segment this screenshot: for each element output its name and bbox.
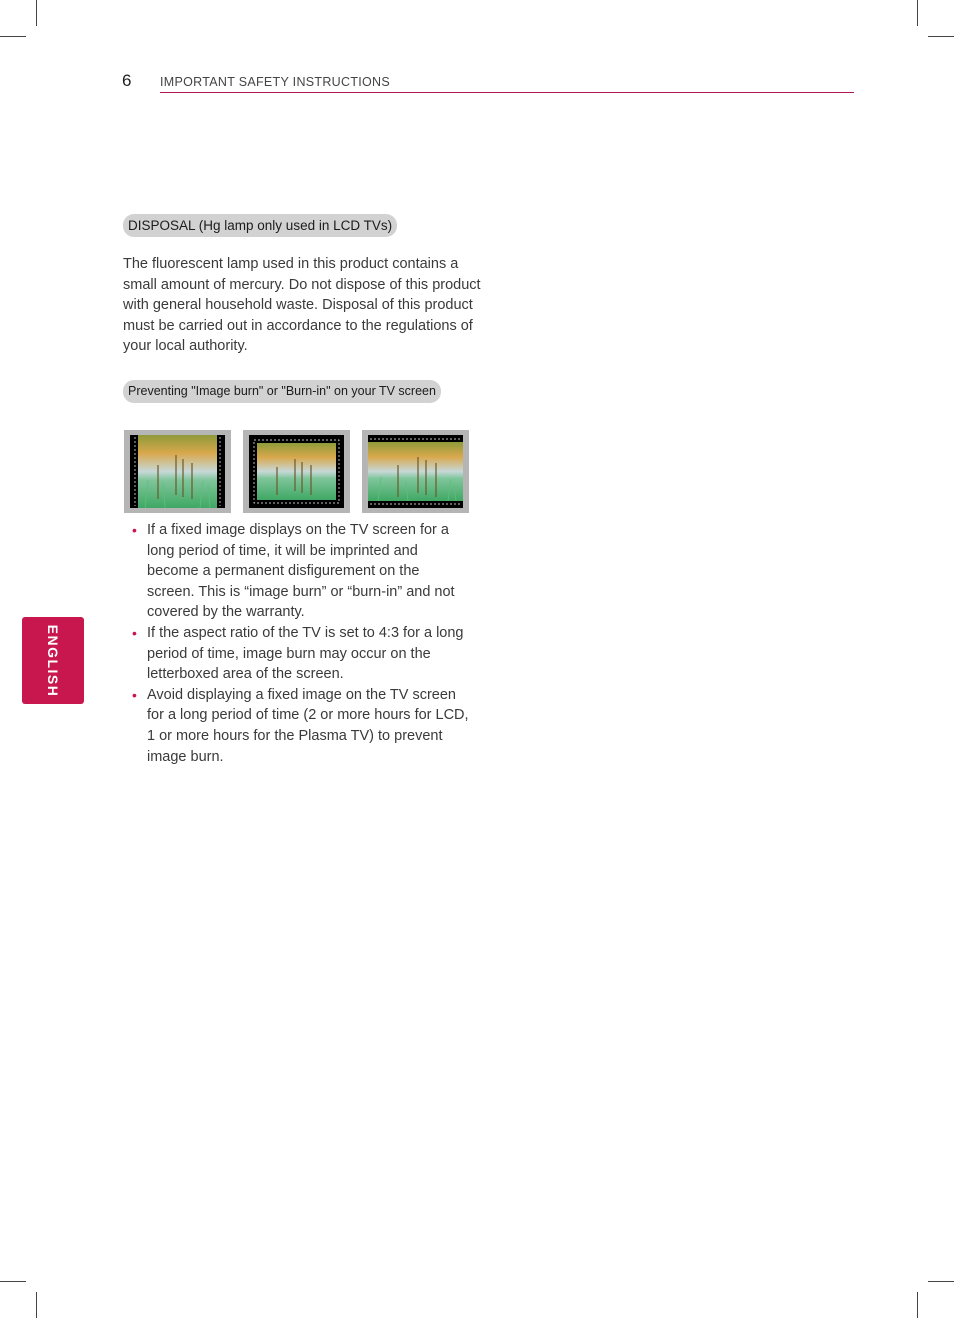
tv-image-letterbox (362, 430, 469, 513)
bullet-text: If the aspect ratio of the TV is set to 4:3 for a long period of time, image burn may occur on the letterboxed area of the screen. (147, 624, 464, 683)
bullet-icon: • (132, 624, 137, 641)
bullet-icon: • (132, 522, 137, 538)
crop-mark (0, 1281, 26, 1282)
tv-screen (249, 435, 344, 508)
crop-mark (36, 0, 37, 26)
running-title: IMPORTANT SAFETY INSTRUCTIONS (160, 75, 391, 89)
disposal-text: The fluorescent lamp used in this product contains a small amount of mercury. Do not dispose of this product with general household waste. Disposal of this product must be carried out in accordance to the regulations of your local authority. (123, 256, 481, 355)
tv-screen (130, 435, 225, 508)
crop-mark (928, 1281, 954, 1282)
bullet-text: Avoid displaying a fixed image on the TV screen for a long period of time (2 or more hours for LCD, 1 or more hours for the Plasma TV) to prevent image burn. (147, 686, 469, 765)
crop-mark (917, 1292, 918, 1318)
burn-in-bullet-list (130, 520, 470, 767)
tv-image-windowbox (243, 430, 350, 513)
list-item (130, 520, 470, 623)
burn-in-heading: Preventing "Image burn" or "Burn-in" on your TV screen (123, 380, 441, 403)
language-tab-label: ENGLISH (45, 624, 61, 697)
landscape-image (249, 435, 344, 508)
bullet-text: If a fixed image displays on the TV screen for a long period of time, it will be imprinted and become a permanent disfigurement on the screen. This is “image burn” or “burn-in” and not covered by the warranty. (147, 522, 455, 621)
crop-mark (0, 36, 26, 37)
crop-mark (917, 0, 918, 26)
list-item (130, 623, 470, 685)
tv-image-pillarbox (124, 430, 231, 513)
crop-mark (36, 1292, 37, 1318)
bullet-icon: • (132, 686, 137, 703)
disposal-heading: DISPOSAL (Hg lamp only used in LCD TVs) (123, 214, 397, 237)
crop-mark (928, 36, 954, 37)
landscape-image (368, 435, 463, 508)
page-number: 6 (122, 71, 132, 90)
list-item (130, 685, 470, 767)
language-tab (22, 617, 84, 704)
tv-screen (368, 435, 463, 508)
header-rule (160, 92, 854, 93)
landscape-image (130, 435, 225, 508)
